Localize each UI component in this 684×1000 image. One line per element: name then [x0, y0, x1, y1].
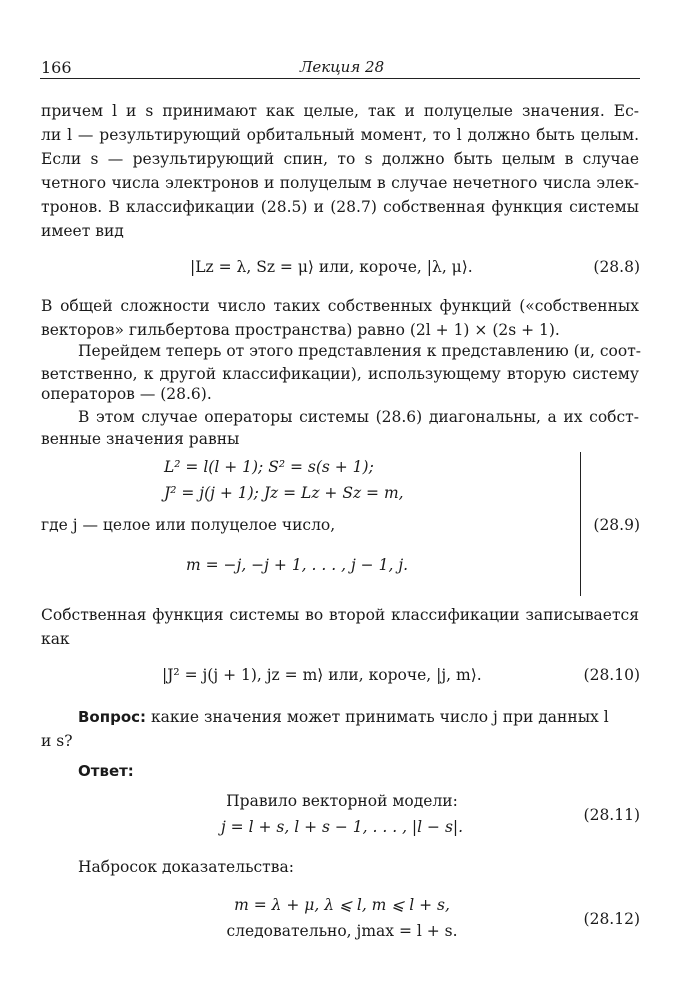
equation-28-12-line1: m = λ + μ, λ ⩽ l, m ⩽ l + s, [234, 896, 450, 914]
paragraph2-line2: векторов» гильбертова пространства) равно (2l + 1) × (2s + 1). [41, 321, 560, 339]
equation-28-12-line2: следовательно, jmax = l + s. [226, 922, 458, 940]
paragraph5-line2: как [41, 630, 70, 648]
paragraph3-line1: Перейдем теперь от этого представления к представлению (и, соот- [78, 342, 642, 360]
equation-number-28-10: (28.10) [583, 666, 640, 684]
paragraph4-line2: венные значения равны [41, 430, 240, 448]
paragraph1-line5: тронов. В классификации (28.5) и (28.7) собственная функция системы [41, 198, 639, 216]
equation-28-9-note: где j — целое или полуцелое число, [41, 516, 336, 534]
paragraph2-line1: В общей сложности число таких собственных функций («собственных [41, 297, 639, 315]
equation-28-8: |Lz = λ, Sz = μ⟩ или, короче, |λ, μ⟩. [190, 258, 473, 276]
vector-model-rule-title: Правило векторной модели: [226, 792, 458, 810]
question-text: какие значения может принимать число j при данных l [150, 708, 609, 726]
paragraph1-line4: четного числа электронов и полуцелым в случае нечетного числа элек- [41, 174, 639, 192]
paragraph1-line6: имеет вид [41, 222, 124, 240]
question-line1 [78, 708, 609, 726]
running-title: Лекция 28 [299, 58, 385, 76]
equation-number-28-9: (28.9) [593, 516, 640, 534]
equation-number-28-11: (28.11) [583, 806, 640, 824]
equation-bracket-bar [580, 452, 581, 596]
equation-28-9-row2: J² = j(j + 1); Jz = Lz + Sz = m, [164, 484, 404, 502]
answer-label: Ответ: [78, 762, 134, 780]
paragraph1-line1: причем l и s принимают как целые, так и полуцелые значения. Ес- [41, 102, 639, 120]
paragraph1-line3: Если s — результирующий спин, то s должно быть целым в случае [41, 150, 639, 168]
equation-28-9-row3: m = −j, −j + 1, . . . , j − 1, j. [186, 556, 409, 574]
equation-number-28-12: (28.12) [583, 910, 640, 928]
paragraph1-line2: ли l — результирующий орбитальный момент, то l должно быть целым. [41, 126, 639, 144]
equation-28-10: |J² = j(j + 1), jz = m⟩ или, короче, |j, m⟩. [162, 666, 482, 684]
paragraph4-line1: В этом случае операторы системы (28.6) диагональны, а их собст- [78, 408, 639, 426]
paragraph3-line2: ветственно, к другой классификации), использующему вторую систему [41, 365, 639, 383]
proof-sketch-label: Набросок доказательства: [78, 858, 294, 876]
question-line2: и s? [41, 732, 73, 750]
paragraph3-line3: операторов — (28.6). [41, 385, 212, 403]
equation-number-28-8: (28.8) [593, 258, 640, 276]
equation-28-9-row1: L² = l(l + 1); S² = s(s + 1); [164, 458, 374, 476]
paragraph5-line1: Собственная функция системы во второй классификации записывается [41, 606, 639, 624]
question-label: Вопрос: [78, 708, 147, 726]
equation-28-11: j = l + s, l + s − 1, . . . , |l − s|. [220, 818, 464, 836]
header-divider [40, 78, 640, 79]
page-number: 166 [41, 58, 72, 77]
